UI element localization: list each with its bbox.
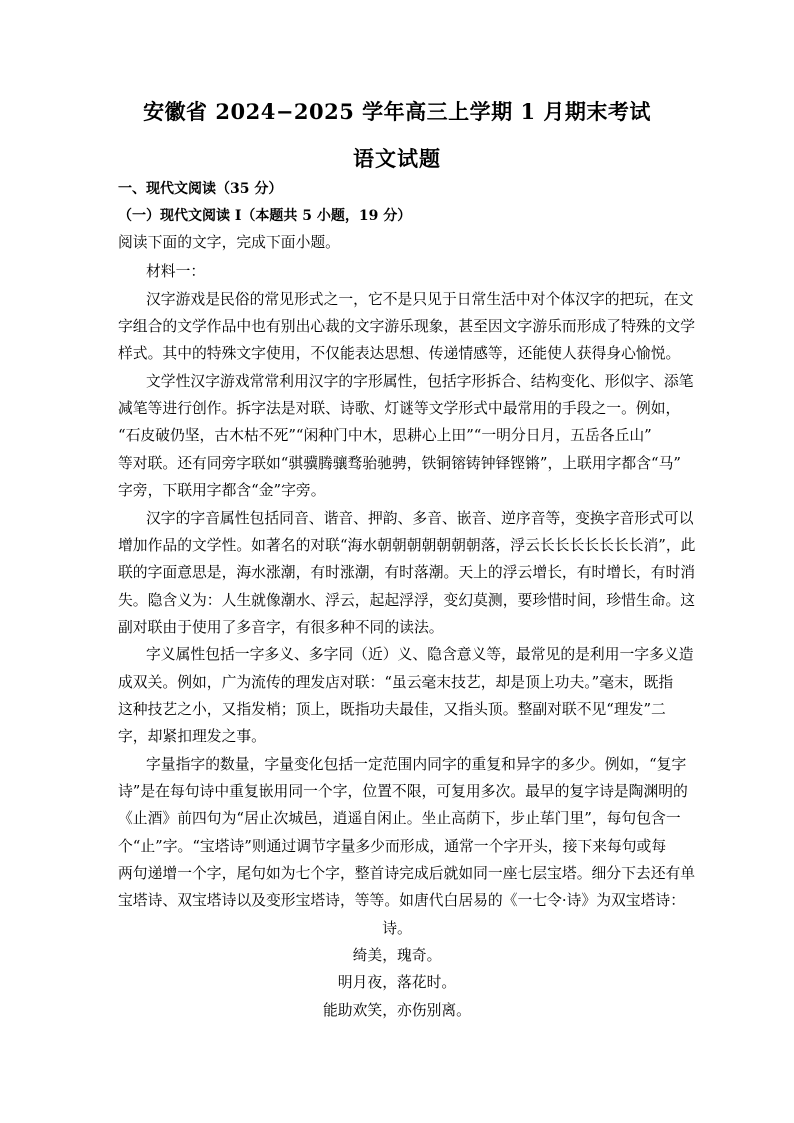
paragraph-line: 诗”是在每句诗中重复嵌用同一个字，位置不限，可复用多次。最早的复字诗是陶渊明的 bbox=[118, 783, 688, 800]
paragraph-line: 宝塔诗、双宝塔诗以及变形宝塔诗，等等。如唐代白居易的《一七令·诗》为双宝塔诗： bbox=[118, 892, 685, 909]
paragraph-line: 失。隐含义为：人生就像潮水、浮云，起起浮浮，变幻莫测，要珍惜时间，珍惜生命。这 bbox=[118, 592, 696, 609]
paragraph-line: 等对联。还有同旁字联如“骐骥腾骧骛骀驰骋，铁铜镕铸钟铎铿锵”，上联用字都含“马” bbox=[118, 455, 681, 472]
subsection-heading: （一）现代文阅读 I（本题共 5 小题，19 分） bbox=[118, 208, 412, 224]
paragraph-line: 汉字游戏是民俗的常见形式之一，它不是只见于日常生活中对个体汉字的把玩，在文 bbox=[146, 291, 694, 308]
document-subtitle: 语文试题 bbox=[353, 146, 441, 171]
document-title: 安徽省 2024−2025 学年高三上学期 1 月期末考试 bbox=[143, 99, 651, 124]
paragraph-line: 《止酒》前四句为“居止次城邑，逍遥自闲止。坐止高荫下，步止荜门里”，每句包含一 bbox=[118, 810, 681, 827]
paragraph-line: “石皮破仍坚，古木枯不死”“闲种门中木，思耕心上田”“一明分日月，五岳各丘山” bbox=[118, 427, 652, 444]
paragraph-line: 两句递增一个字，尾句如为七个字，整首诗完成后就如同一座七层宝塔。细分下去还有单 bbox=[118, 865, 696, 882]
instruction-text: 阅读下面的文字，完成下面小题。 bbox=[118, 234, 340, 251]
poem-line: 能助欢笑，亦伤别离。 bbox=[323, 1002, 471, 1019]
paragraph-line: 字，却紧扣理发之事。 bbox=[118, 728, 266, 745]
paragraph-line: 减笔等进行创作。拆字法是对联、诗歌、灯谜等文学形式中最常用的手段之一。例如， bbox=[118, 400, 681, 417]
poem-line: 诗。 bbox=[382, 920, 412, 937]
paragraph-line: 成双关。例如，广为流传的理发店对联：“虽云毫末技艺，却是顶上功夫。”毫末，既指 bbox=[118, 674, 674, 691]
paragraph-line: 增加作品的文学性。如著名的对联“海水朝朝朝朝朝朝朝落，浮云长长长长长长长消”，此 bbox=[118, 537, 696, 554]
paragraph-line: 字组合的文学作品中也有别出心裁的文字游乐现象，甚至因文字游乐而形成了特殊的文学 bbox=[118, 318, 696, 335]
material-label: 材料一： bbox=[146, 263, 206, 280]
section-heading: 一、现代文阅读（35 分） bbox=[118, 181, 283, 197]
paragraph-line: 字旁，下联用字都含“金”字旁。 bbox=[118, 482, 326, 499]
paragraph-line: 汉字的字音属性包括同音、谐音、押韵、多音、嵌音、逆序音等，变换字音形式可以 bbox=[146, 510, 694, 527]
paragraph-line: 这种技艺之小，又指发梢；顶上，既指功夫最佳，又指头顶。整副对联不见“理发”二 bbox=[118, 701, 666, 718]
paragraph-line: 个“止”字。“宝塔诗”则通过调节字量多少而形成，通常一个字开头，接下来每句或每 bbox=[118, 838, 667, 855]
paragraph-line: 文学性汉字游戏常常利用汉字的字形属性，包括字形拆合、结构变化、形似字、添笔 bbox=[146, 373, 694, 390]
paragraph-line: 联的字面意思是，海水涨潮，有时涨潮，有时落潮。天上的浮云增长，有时增长，有时消 bbox=[118, 564, 696, 581]
poem-line: 明月夜，落花时。 bbox=[337, 974, 457, 991]
paragraph-line: 样式。其中的特殊文字使用，不仅能表达思想、传递情感等，还能使人获得身心愉悦。 bbox=[118, 345, 681, 362]
paragraph-line: 副对联由于使用了多音字，有很多种不同的读法。 bbox=[118, 619, 444, 636]
paragraph-line: 字量指字的数量，字量变化包括一定范围内同字的重复和异字的多少。例如，“复字 bbox=[146, 756, 687, 773]
paragraph-line: 字义属性包括一字多义、多字同（近）义、隐含意义等，最常见的是利用一字多义造 bbox=[146, 646, 694, 663]
poem-line: 绮美，瑰奇。 bbox=[352, 947, 442, 964]
